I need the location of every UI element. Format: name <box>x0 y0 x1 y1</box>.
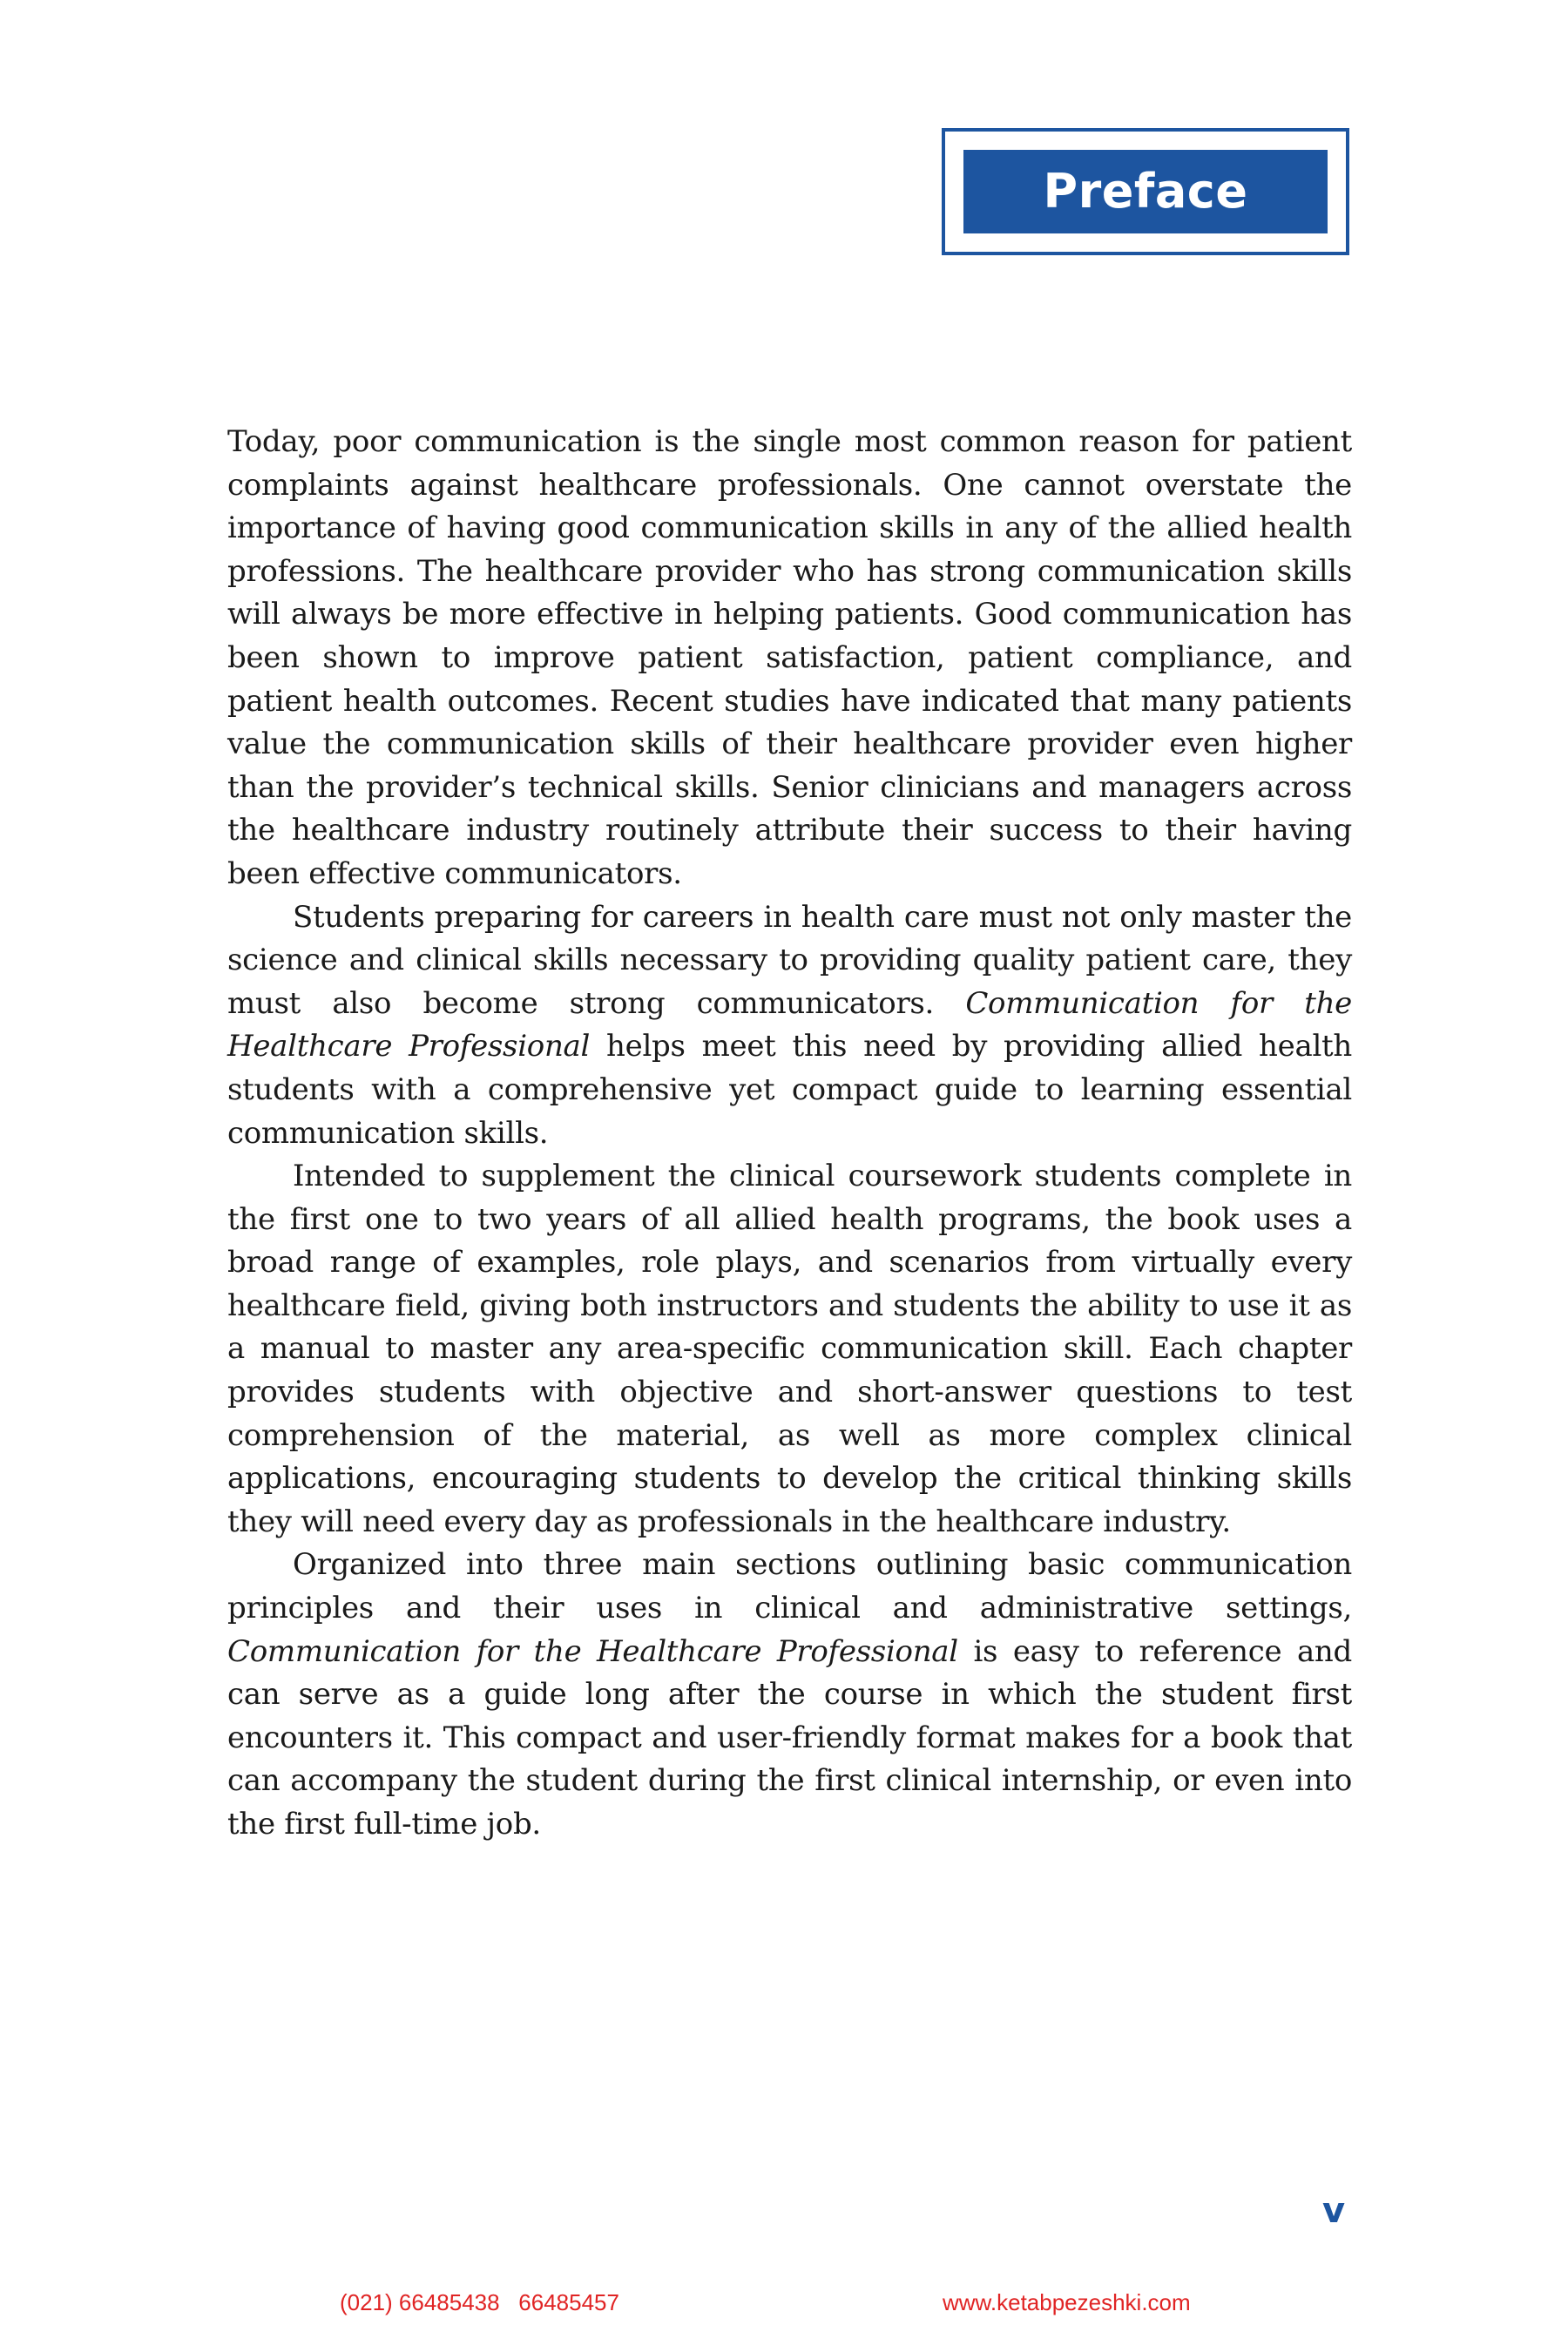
paragraph-2-text-start: Students preparing for careers in health care must not only master the science and clinical skills necessary to providing quality patient care, they must also become strong communicators. <box>227 899 1352 1021</box>
footer-phone-numbers: (021) 66485438 66485457 <box>340 2289 619 2315</box>
paragraph-4 <box>227 1544 1352 1846</box>
paragraph-4-text-end: is easy to reference and can serve as a guide long after the course in which the student first encounters it. This compact and user-friendly format makes for a book that can accompany the student during the first clinical internship, or even into the first full-time job. <box>227 1633 1352 1842</box>
chapter-title-banner <box>963 150 1328 233</box>
preface-body <box>227 421 1352 1847</box>
paragraph-2 <box>227 896 1352 1156</box>
page-number: v <box>1322 2191 1346 2231</box>
paragraph-1: Today, poor communication is the single most common reason for patient complaints against healthcare professionals. One cannot overstate the importance of having good communication skills in any of the allied health professions. The healthcare provider who has strong communication skills will always be more effective in helping patients. Good communication has been shown to improve patient satisfaction, patient compliance, and patient health outcomes. Recent studies have indicated that many patients value the communication skills of their healthcare provider even higher than the provider’s technical skills. Senior clinicians and managers across the healthcare industry routinely attribute their success to their having been effective communicators. <box>227 424 1352 891</box>
book-title-italic: Communication for the Healthcare Professional <box>227 985 1353 1064</box>
paragraph-4-text-start: Organized into three main sections outlining basic communication principles and their uses in clinical and administrative settings, <box>227 1547 1352 1626</box>
chapter-title: Preface <box>1043 164 1248 219</box>
paragraph-3: Intended to supplement the clinical coursework students complete in the first one to two years of all allied health programs, the book uses a broad range of examples, role plays, and scenarios from virtually every healthcare field, giving both instructors and students the ability to use it as a manual to master any area-specific communication skill. Each chapter provides students with objective and short-answer questions to test comprehension of the material, as well as more complex clinical applications, encouraging students to develop the critical thinking skills they will need every day as professionals in the healthcare industry. <box>227 1159 1352 1539</box>
paragraph-2-text-end: helps meet this need by providing allied health students with a comprehensive yet compact guide to learning essential communication skills. <box>227 1029 1352 1151</box>
footer-website: www.ketabpezeshki.com <box>943 2289 1191 2315</box>
chapter-title-box <box>942 128 1349 255</box>
book-title-italic: Communication for the Healthcare Professional <box>227 1633 958 1669</box>
